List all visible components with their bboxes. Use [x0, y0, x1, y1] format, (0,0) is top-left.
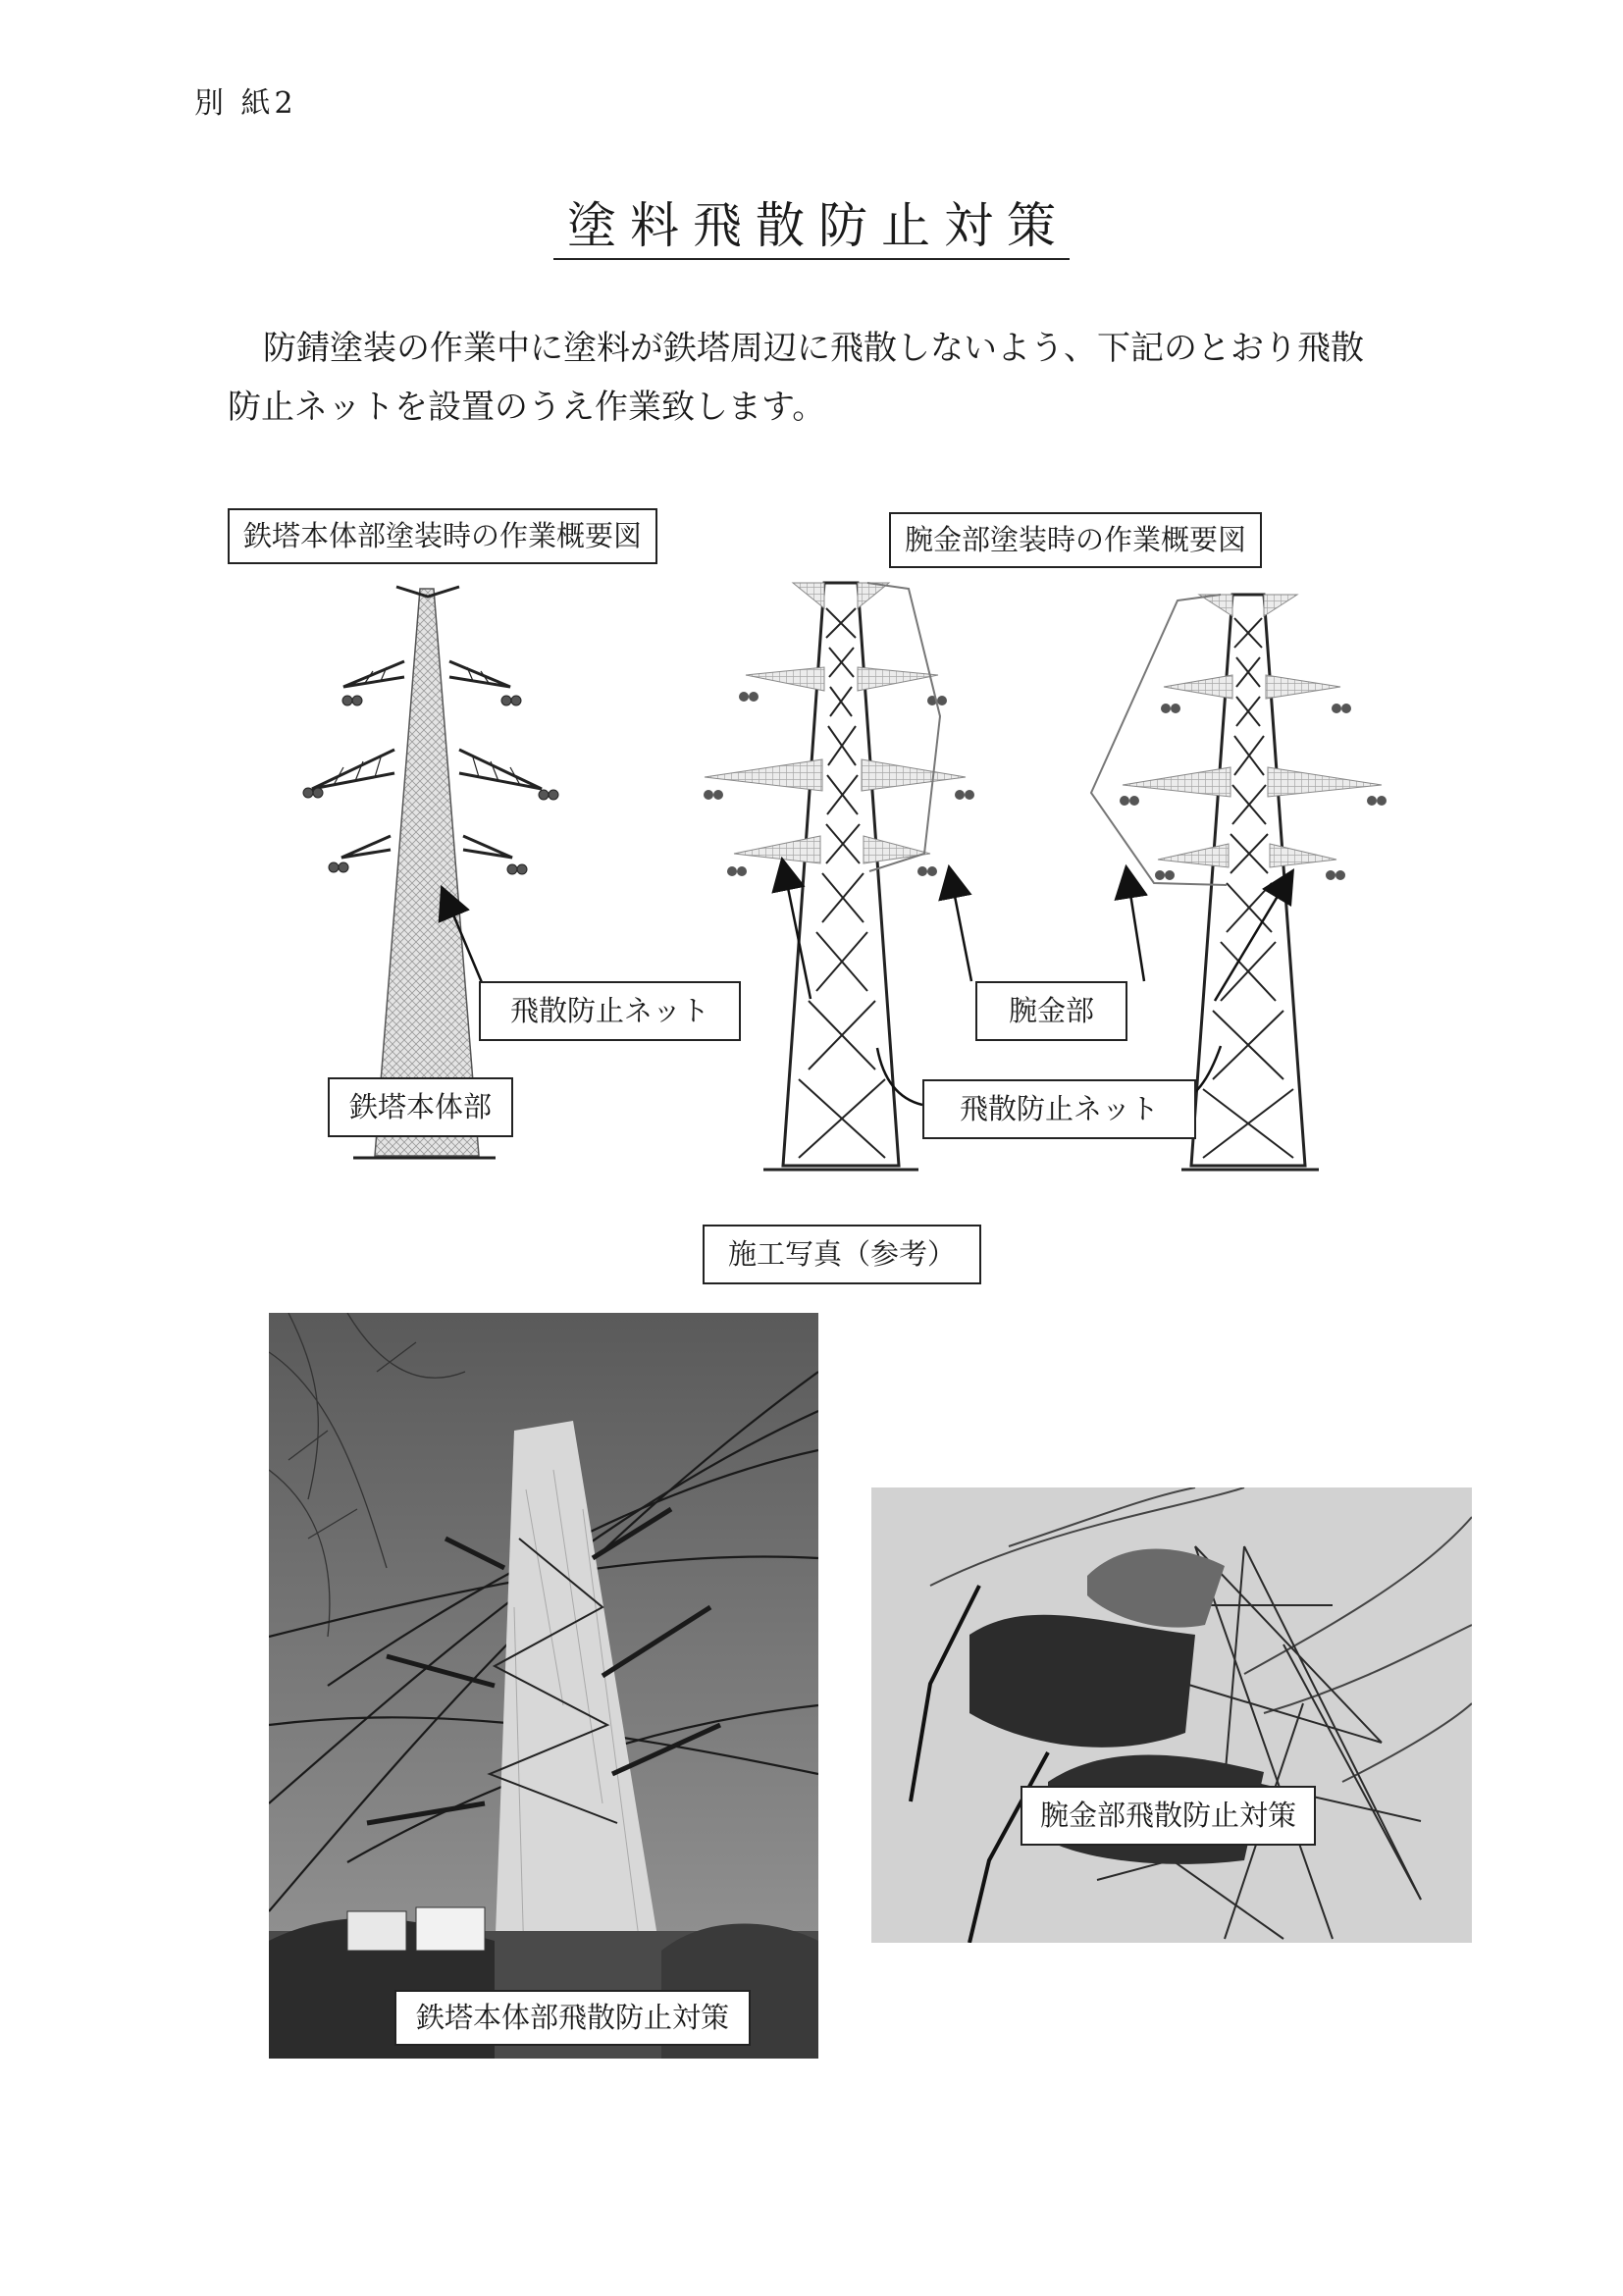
intro-paragraph: 防錆塗装の作業中に塗料が鉄塔周辺に飛散しないよう、下記のとおり飛散防止ネットを設置のうえ作業致します。: [228, 329, 1364, 427]
photos-heading: 施工写真（参考）: [703, 1225, 981, 1284]
tower-body-net: [375, 589, 479, 1156]
photo-tower-body: [269, 1313, 818, 2059]
document-label: 別 紙2: [194, 86, 297, 121]
photo2-caption: 腕金部飛散防止対策: [1021, 1786, 1316, 1846]
diagram-right-net-label: 飛散防止ネット: [922, 1079, 1196, 1139]
photo1-caption: 鉄塔本体部飛散防止対策: [394, 1990, 751, 2046]
diagram-right-caption: 腕金部塗装時の作業概要図: [889, 512, 1262, 568]
diagram-left-caption: 鉄塔本体部塗装時の作業概要図: [228, 508, 657, 564]
page-title-text: 塗料飛散防止対策: [553, 197, 1070, 260]
diagram-right-arm-label: 腕金部: [975, 981, 1127, 1041]
diagram-left-net-label: 飛散防止ネット: [479, 981, 741, 1041]
photo-arm: [871, 1487, 1472, 1943]
diagram-left-body-label: 鉄塔本体部: [328, 1077, 513, 1137]
